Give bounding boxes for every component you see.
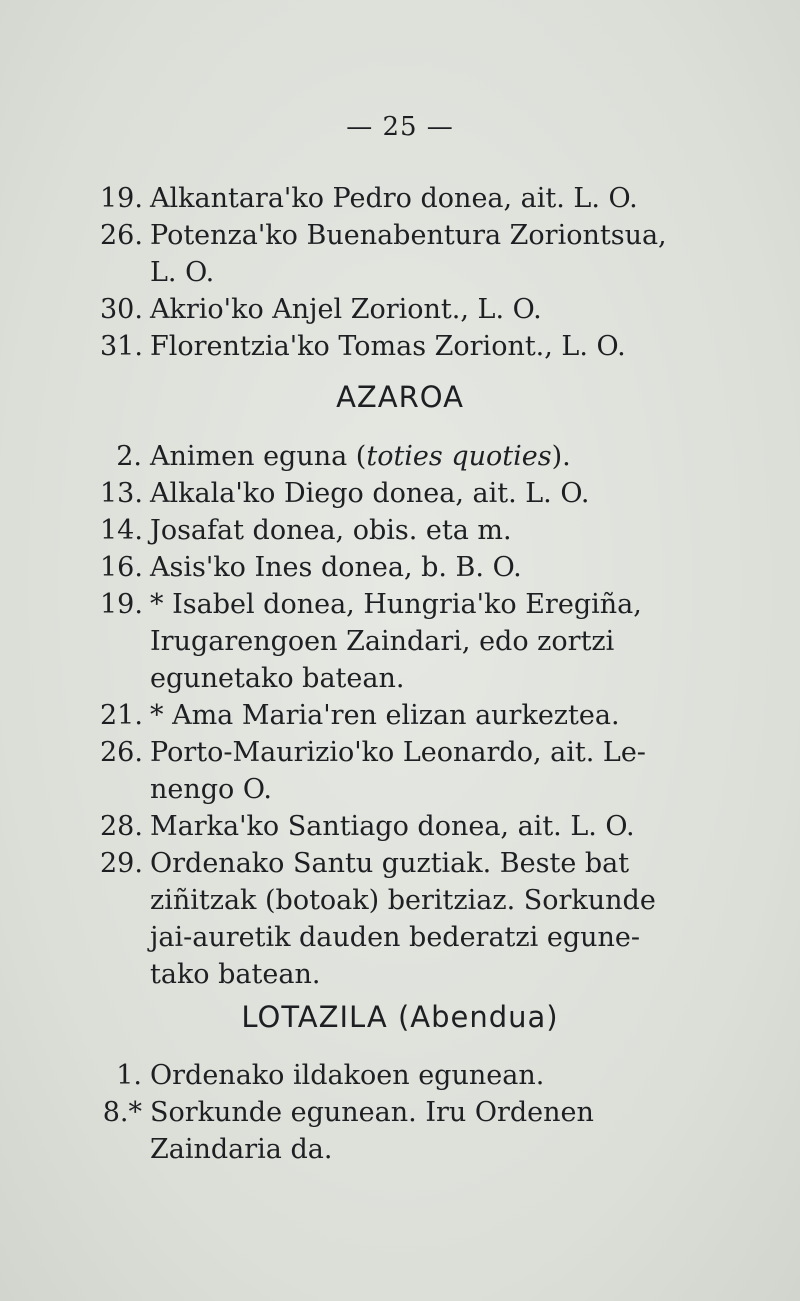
entry-italic-text: toties quoties [366, 441, 552, 472]
entry-number: 19. [100, 589, 143, 620]
entry-text [150, 697, 700, 734]
list-item [100, 217, 700, 291]
page-number: — 25 — [346, 112, 454, 142]
entry-text [150, 549, 700, 586]
entry-line: Animen eguna ( [150, 441, 367, 472]
list-item [100, 697, 700, 734]
entry-text [150, 1094, 700, 1168]
entry-number: 21. [100, 700, 143, 731]
entry-text [150, 1057, 700, 1094]
list-item [100, 808, 700, 845]
entry-line: jai-auretik dauden bederatzi egune- [150, 922, 640, 953]
section-heading-azaroa: AZAROA [336, 380, 464, 414]
list-item [100, 328, 700, 365]
entry-number: 19. [100, 183, 143, 214]
entry-line: egunetako batean. [150, 663, 405, 694]
list-item [100, 512, 700, 549]
entry-number: 14. [100, 515, 143, 546]
entry-line: * Ama Maria'ren elizan aurkeztea. [150, 700, 620, 731]
entry-text [150, 180, 700, 217]
list-item [100, 475, 700, 512]
entry-line: Florentzia'ko Tomas Zoriont., L. O. [150, 331, 626, 362]
entry-line: Zaindaria da. [150, 1134, 333, 1165]
entry-line: ziñitzak (botoak) beritziaz. Sorkunde [150, 885, 656, 916]
entry-number: 26. [100, 220, 143, 251]
entry-text [150, 586, 700, 697]
entry-text [150, 217, 700, 291]
list-item [100, 845, 700, 993]
entry-line: ). [551, 441, 571, 472]
entry-number: 16. [100, 552, 143, 583]
entry-text [150, 734, 700, 808]
entry-line: tako batean. [150, 959, 321, 990]
november-entries [100, 438, 700, 993]
list-item [100, 734, 700, 808]
entry-line: Ordenako ildakoen egunean. [150, 1060, 545, 1091]
entry-number: 8.* [102, 1097, 142, 1128]
list-item [100, 180, 700, 217]
list-item [100, 1057, 700, 1094]
december-entries [100, 1057, 700, 1168]
entry-number: 29. [100, 848, 143, 879]
entry-text [150, 438, 700, 475]
entry-line: Sorkunde egunean. Iru Ordenen [150, 1097, 594, 1128]
entry-number: 28. [100, 811, 143, 842]
entry-text [150, 475, 700, 512]
entry-line: Alkantara'ko Pedro donea, ait. L. O. [150, 183, 638, 214]
section-heading-lotazila: LOTAZILA (Abendua) [241, 1000, 559, 1034]
entry-number: 2. [116, 441, 142, 472]
entry-line: nengo O. [150, 774, 273, 805]
entry-number: 1. [116, 1060, 142, 1091]
entry-line: Ordenako Santu guztiak. Beste bat [150, 848, 630, 879]
entry-text [150, 808, 700, 845]
entry-line: Akrio'ko Anjel Zoriont., L. O. [150, 294, 542, 325]
entry-text [150, 845, 700, 993]
entry-line: L. O. [150, 257, 215, 288]
list-item [100, 1094, 700, 1168]
entry-number: 30. [100, 294, 143, 325]
entry-line: Irugarengoen Zaindari, edo zortzi [150, 626, 615, 657]
entry-number: 26. [100, 737, 143, 768]
entry-line: Josafat donea, obis. eta m. [150, 515, 512, 546]
entry-line: * Isabel donea, Hungria'ko Eregiña, [150, 589, 642, 620]
entry-line: Porto-Maurizio'ko Leonardo, ait. Le- [150, 737, 646, 768]
entry-text [150, 328, 700, 365]
entry-number: 13. [100, 478, 143, 509]
entry-number: 31. [100, 331, 143, 362]
entry-text [150, 291, 700, 328]
entry-line: Asis'ko Ines donea, b. B. O. [150, 552, 522, 583]
entry-line: Alkala'ko Diego donea, ait. L. O. [150, 478, 590, 509]
list-item [100, 438, 700, 475]
entry-line: Marka'ko Santiago donea, ait. L. O. [150, 811, 635, 842]
list-item [100, 291, 700, 328]
entry-line: Potenza'ko Buenabentura Zoriontsua, [150, 220, 667, 251]
list-item [100, 549, 700, 586]
october-entries [100, 180, 700, 365]
entry-text [150, 512, 700, 549]
list-item [100, 586, 700, 697]
